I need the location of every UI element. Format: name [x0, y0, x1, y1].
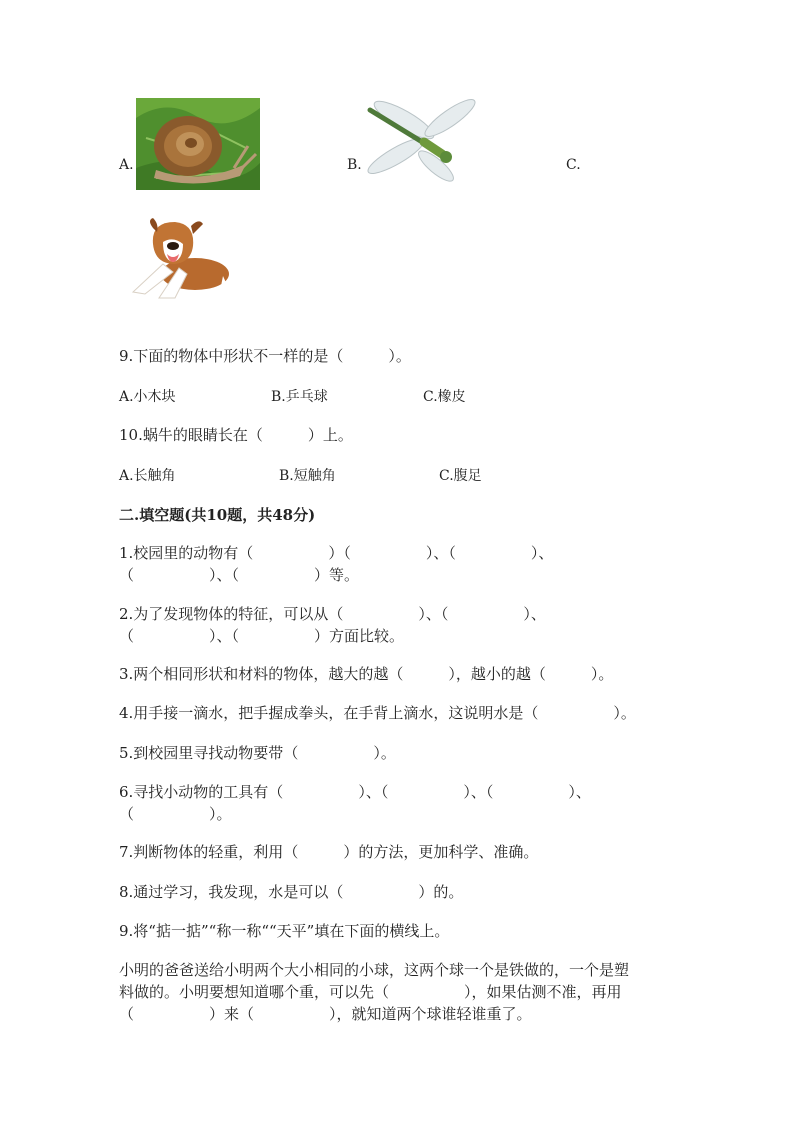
section-2-title: 二.填空题(共10题，共48分): [119, 506, 316, 524]
fill-question-2: 2.为了发现物体的特征，可以从（ ）、（ ）、: [119, 605, 546, 623]
fill-question-1-cont: （ ）、（ ）等。: [119, 566, 360, 584]
fill-question-8: 8.通过学习，我发现，水是可以（ ）的。: [119, 883, 464, 901]
fill-question-3: 3.两个相同形状和材料的物体，越大的越（ ），越小的越（ ）。: [119, 665, 614, 683]
fill-question-6: 6.寻找小动物的工具有（ ）、（ ）、（ ）、: [119, 783, 591, 801]
question-10-option-c: C.腹足: [439, 468, 482, 484]
dragonfly-picture: [366, 96, 478, 184]
question-9-option-c: C.橡皮: [423, 389, 466, 405]
story-line-1: 小明的爸爸送给小明两个大小相同的小球，这两个球一个是铁做的，一个是塑: [119, 961, 630, 979]
question-10-option-a: A.长触角: [119, 468, 176, 484]
fill-question-5: 5.到校园里寻找动物要带（ ）。: [119, 744, 396, 762]
option-c-label: C.: [566, 157, 581, 173]
dog-picture: [123, 214, 235, 304]
story-line-2: 料做的。小明要想知道哪个重，可以先（ ），如果估测不准，再用: [119, 983, 622, 1001]
option-a-label: A.: [119, 157, 134, 173]
snail-picture: [136, 98, 260, 190]
question-9-text: 9.下面的物体中形状不一样的是（ ）。: [119, 347, 411, 365]
fill-question-7: 7.判断物体的轻重，利用（ ）的方法，更加科学、准确。: [119, 843, 539, 861]
question-9-option-a: A.小木块: [119, 389, 176, 405]
question-10-text: 10.蜗牛的眼睛长在（ ）上。: [119, 426, 353, 444]
fill-question-1: 1.校园里的动物有（ ）（ ）、（ ）、: [119, 544, 554, 562]
question-9-option-b: B.乒乓球: [271, 389, 328, 405]
fill-question-4: 4.用手接一滴水，把手握成拳头，在手背上滴水，这说明水是（ ）。: [119, 704, 636, 722]
story-line-3: （ ）来（ ），就知道两个球谁轻谁重了。: [119, 1005, 532, 1023]
question-10-option-b: B.短触角: [279, 468, 336, 484]
fill-question-6-cont: （ ）。: [119, 805, 232, 823]
fill-question-2-cont: （ ）、（ ）方面比较。: [119, 627, 405, 645]
fill-question-9: 9.将“掂一掂”“称一称““天平”填在下面的横线上。: [119, 922, 450, 940]
option-b-label: B.: [347, 157, 362, 173]
